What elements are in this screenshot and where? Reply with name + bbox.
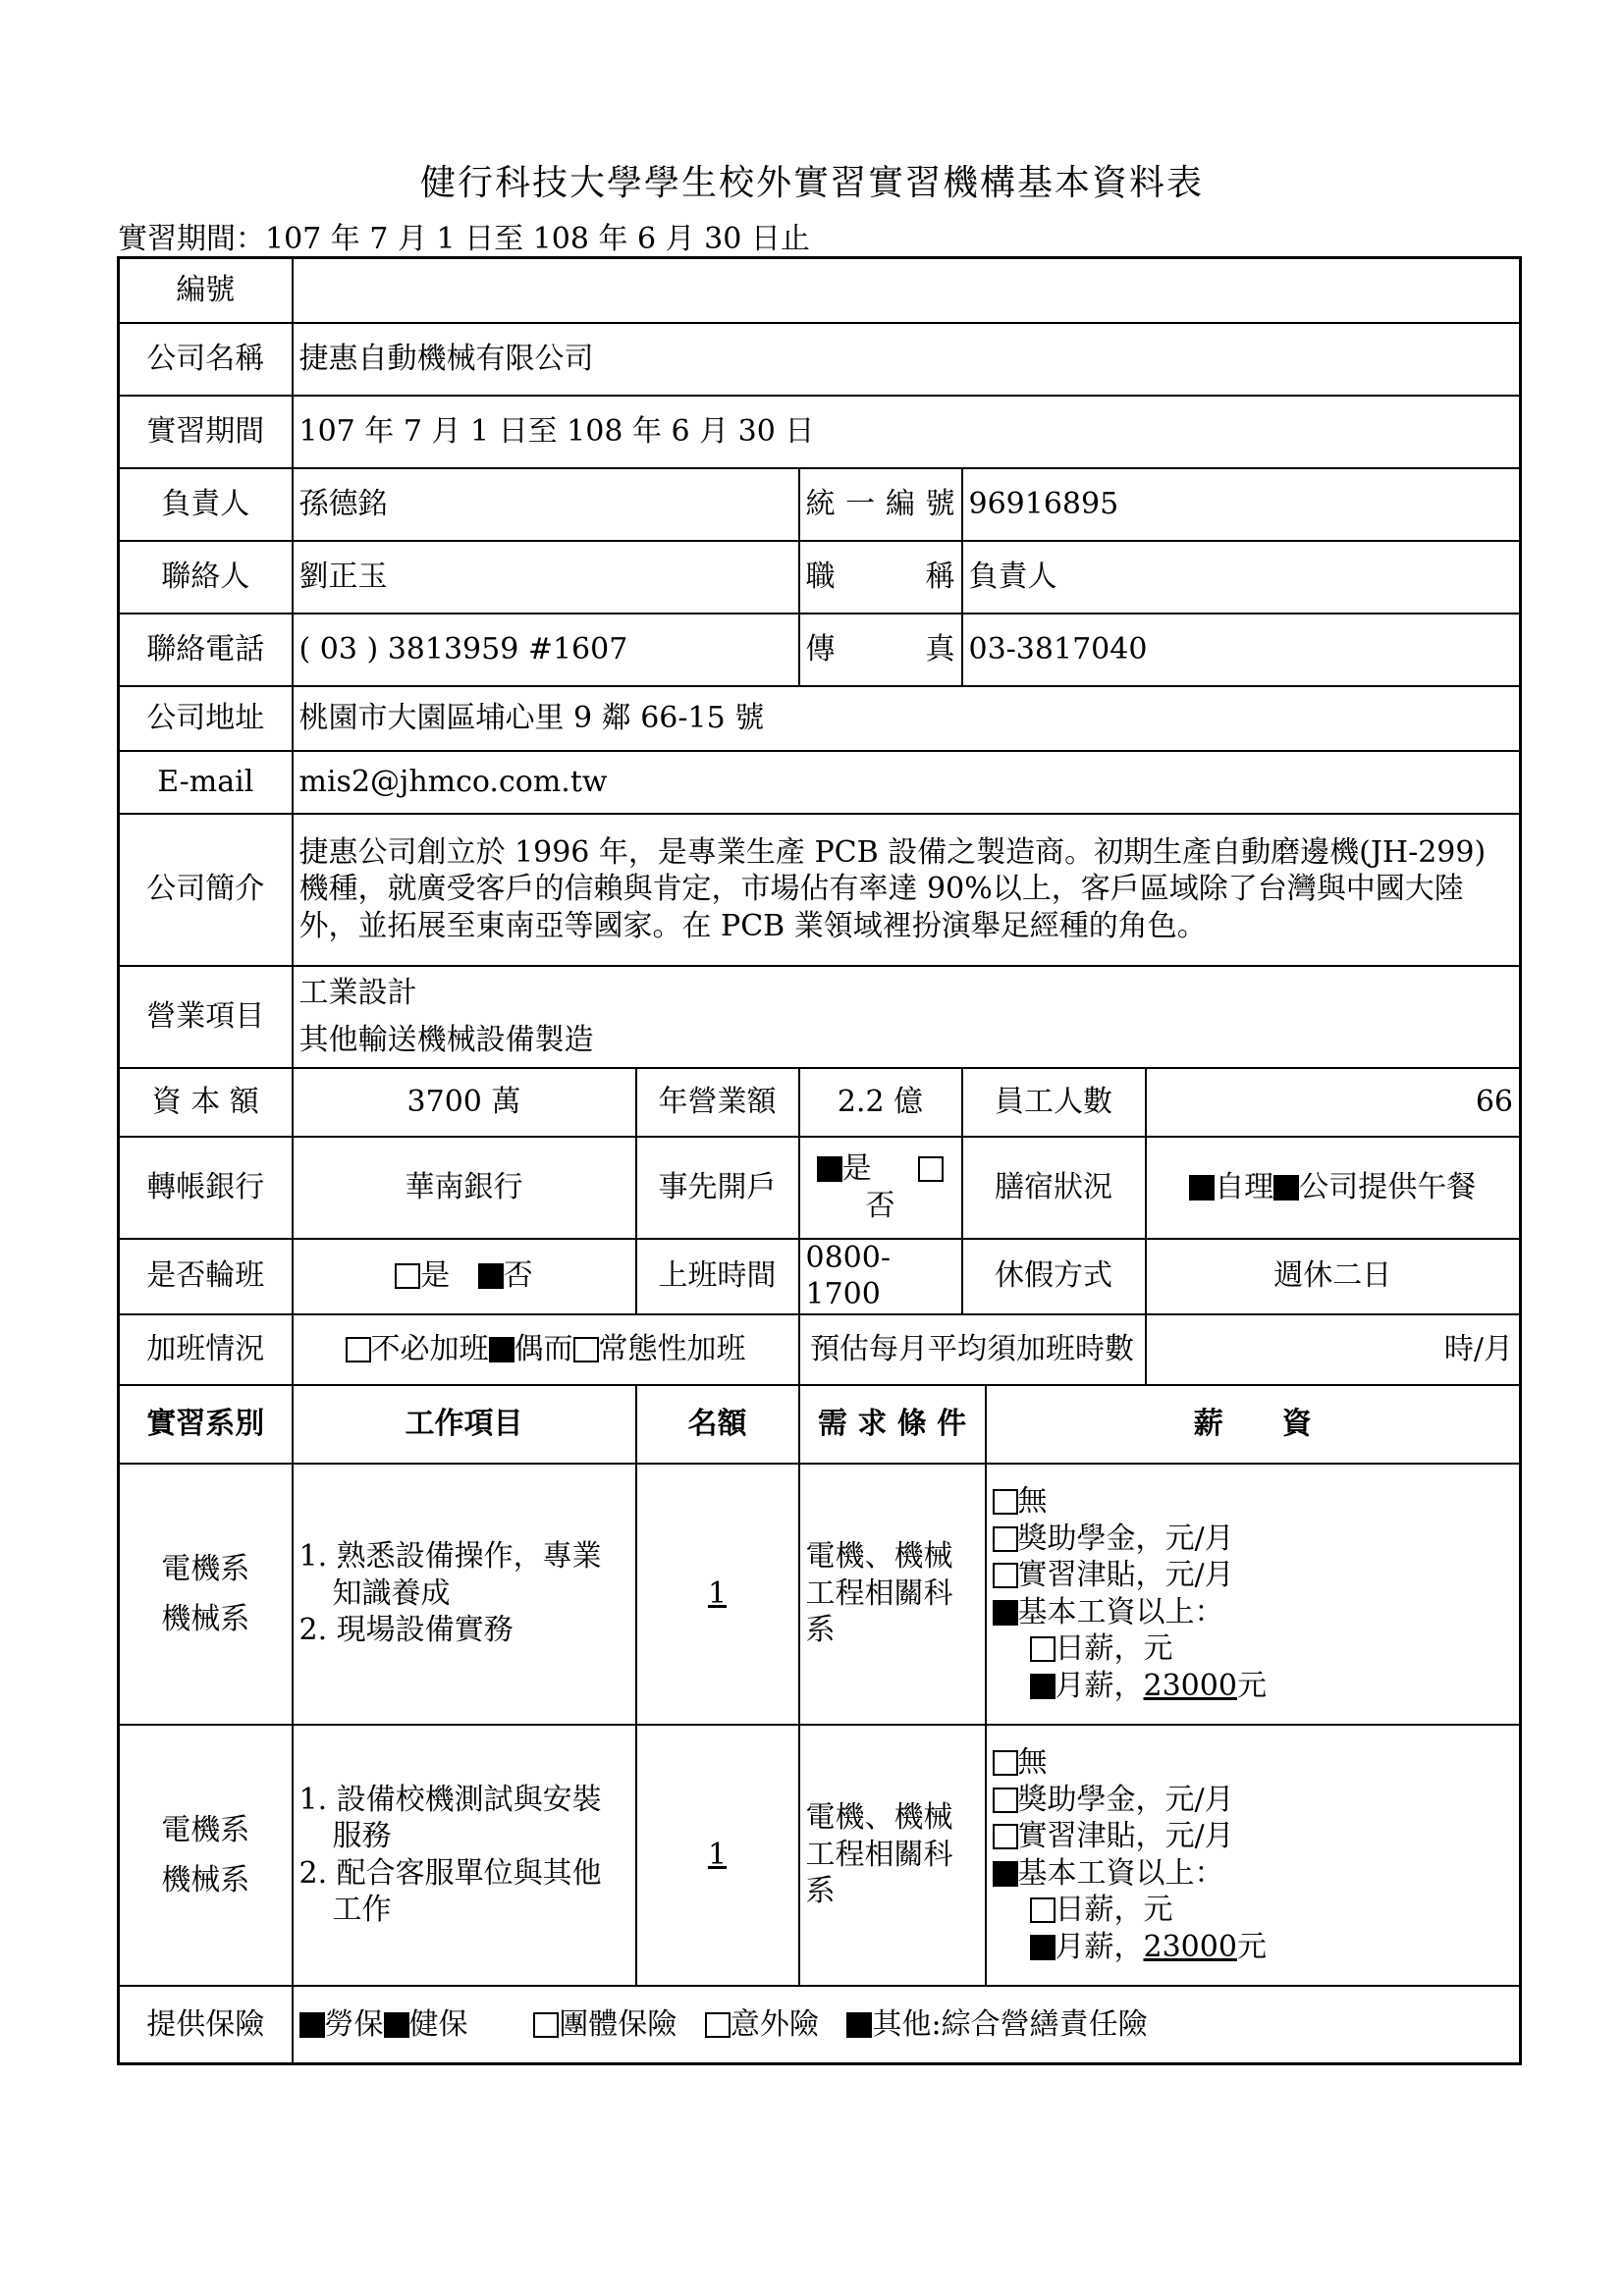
option-label: 常態性加班 bbox=[598, 1331, 746, 1366]
label-business: 營業項目 bbox=[119, 966, 293, 1068]
salary-unit: 元 bbox=[1236, 1668, 1267, 1703]
row-address bbox=[119, 686, 1521, 751]
row-contact bbox=[119, 541, 1521, 614]
salary-unit: 元 bbox=[1236, 1929, 1267, 1964]
option-label: 公司提供午餐 bbox=[1299, 1169, 1477, 1204]
label-revenue: 年營業額 bbox=[636, 1068, 799, 1137]
option-label: 是 bbox=[841, 1151, 872, 1186]
checkbox-checked[interactable] bbox=[846, 2012, 872, 2038]
value-period: 107 年 7 月 1 日至 108 年 6 月 30 日 bbox=[293, 396, 1521, 468]
salary-amount: 23000 bbox=[1143, 1929, 1237, 1964]
row-overtime bbox=[119, 1314, 1521, 1385]
option-label: 其他:綜合營繕責任險 bbox=[872, 2006, 1148, 2042]
label-company-name: 公司名稱 bbox=[119, 323, 293, 396]
option-label: 否 bbox=[503, 1258, 533, 1294]
row-shift bbox=[119, 1239, 1521, 1314]
checkbox-unchecked[interactable] bbox=[573, 1337, 599, 1362]
page-title: 健行科技大學學生校外實習實習機構基本資料表 bbox=[419, 163, 1204, 203]
label-period: 實習期間 bbox=[119, 396, 293, 468]
period-line: 實習期間：107 年 7 月 1 日至 108 年 6 月 30 日止 bbox=[118, 222, 810, 256]
dept-name: 機械系 bbox=[161, 1862, 250, 1897]
value-responsible: 孫德銘 bbox=[293, 468, 799, 541]
checkbox-unchecked[interactable] bbox=[918, 1156, 944, 1182]
checkbox-checked[interactable] bbox=[489, 1337, 514, 1362]
salary-option: 無 bbox=[1017, 1745, 1048, 1780]
label-intro: 公司簡介 bbox=[119, 814, 293, 966]
salary-option: 實習津貼，元/月 bbox=[1017, 1819, 1234, 1853]
header-work: 工作項目 bbox=[293, 1385, 636, 1464]
label-contact: 聯絡人 bbox=[119, 541, 293, 614]
label-job-title: 職 稱 bbox=[799, 541, 962, 614]
row-number bbox=[119, 258, 1521, 323]
header-salary: 薪 資 bbox=[986, 1385, 1521, 1464]
label-insurance: 提供保險 bbox=[119, 1986, 293, 2064]
row-company-name bbox=[119, 323, 1521, 396]
salary-option: 實習津貼，元/月 bbox=[1017, 1558, 1234, 1592]
label-bank: 轉帳銀行 bbox=[119, 1137, 293, 1239]
value-contact: 劉正玉 bbox=[293, 541, 799, 614]
option-label: 意外險 bbox=[730, 2006, 819, 2042]
position-work bbox=[293, 1464, 636, 1725]
position-dept bbox=[119, 1725, 293, 1986]
value-revenue: 2.2 億 bbox=[799, 1068, 962, 1137]
row-period bbox=[119, 396, 1521, 468]
position-quota: 1 bbox=[636, 1464, 799, 1725]
label-board: 膳宿狀況 bbox=[962, 1137, 1146, 1239]
checkbox-checked[interactable] bbox=[817, 1156, 842, 1182]
checkbox-unchecked[interactable] bbox=[993, 1563, 1018, 1588]
label-work-hours: 上班時間 bbox=[636, 1239, 799, 1314]
checkbox-unchecked[interactable] bbox=[993, 1750, 1018, 1776]
value-address: 桃園市大園區埔心里 9 鄰 66-15 號 bbox=[293, 686, 1521, 751]
label-overtime-hours: 預估每月平均須加班時數 bbox=[799, 1314, 1146, 1385]
value-number bbox=[293, 258, 1521, 323]
checkbox-unchecked[interactable] bbox=[395, 1263, 420, 1289]
row-email bbox=[119, 751, 1521, 814]
checkbox-checked[interactable] bbox=[1189, 1175, 1215, 1201]
checkbox-unchecked[interactable] bbox=[1030, 1636, 1056, 1662]
header-requirement: 需 求 條 件 bbox=[799, 1385, 986, 1464]
row-intro bbox=[119, 814, 1521, 966]
checkbox-checked[interactable] bbox=[299, 2012, 325, 2038]
header-dept: 實習系別 bbox=[119, 1385, 293, 1464]
option-label: 團體保險 bbox=[559, 2006, 677, 2042]
position-requirement: 電機、機械工程相關科系 bbox=[799, 1464, 986, 1725]
checkbox-unchecked[interactable] bbox=[346, 1337, 371, 1362]
work-item: 1. 熟悉設備操作，專業知識養成 bbox=[298, 1539, 602, 1611]
checkbox-checked[interactable] bbox=[993, 1600, 1018, 1626]
option-label: 勞保 bbox=[324, 2006, 384, 2042]
row-positions-header bbox=[119, 1385, 1521, 1464]
label-email: E-mail bbox=[119, 751, 293, 814]
option-label: 否 bbox=[865, 1188, 895, 1223]
value-email: mis2@jhmco.com.tw bbox=[293, 751, 1521, 814]
label-phone: 聯絡電話 bbox=[119, 614, 293, 686]
checkbox-unchecked[interactable] bbox=[993, 1824, 1018, 1849]
business-item: 工業設計 bbox=[298, 975, 417, 1010]
position-salary bbox=[986, 1464, 1521, 1725]
salary-option: 月薪， bbox=[1055, 1929, 1144, 1964]
row-insurance bbox=[119, 1986, 1521, 2064]
value-intro: 捷惠公司創立於 1996 年，是專業生產 PCB 設備之製造商。初期生產自動磨邊機(JH-299)機種，就廣受客戶的信賴與肯定，市場佔有率達 90%以上，客戶區域除了台灣與中國大陸外，並拓展至東南亞等國家。在 PCB 業領域裡扮演舉足經種的角色。 bbox=[293, 814, 1521, 966]
salary-option: 基本工資以上： bbox=[1017, 1594, 1224, 1629]
row-responsible bbox=[119, 468, 1521, 541]
label-employees: 員工人數 bbox=[962, 1068, 1146, 1137]
checkbox-unchecked[interactable] bbox=[1030, 1897, 1056, 1923]
salary-option: 日薪，元 bbox=[1055, 1893, 1173, 1927]
dept-name: 機械系 bbox=[161, 1601, 250, 1636]
label-capital: 資 本 額 bbox=[119, 1068, 293, 1137]
checkbox-unchecked[interactable] bbox=[993, 1489, 1018, 1515]
label-number: 編號 bbox=[119, 258, 293, 323]
position-salary bbox=[986, 1725, 1521, 1986]
checkbox-unchecked[interactable] bbox=[993, 1788, 1018, 1813]
position-requirement: 電機、機械工程相關科系 bbox=[799, 1725, 986, 1986]
option-label: 是 bbox=[420, 1258, 451, 1294]
work-item: 2. 現場設備實務 bbox=[298, 1613, 514, 1648]
value-pre-account bbox=[799, 1137, 962, 1239]
row-capital bbox=[119, 1068, 1521, 1137]
value-business bbox=[293, 966, 1521, 1068]
salary-option: 獎助學金，元/月 bbox=[1017, 1782, 1234, 1817]
label-pre-account: 事先開戶 bbox=[636, 1137, 799, 1239]
label-responsible: 負責人 bbox=[119, 468, 293, 541]
dept-name: 電機系 bbox=[161, 1812, 250, 1847]
checkbox-checked[interactable] bbox=[478, 1263, 504, 1289]
header-quota: 名額 bbox=[636, 1385, 799, 1464]
checkbox-checked[interactable] bbox=[1273, 1175, 1299, 1201]
value-bank: 華南銀行 bbox=[293, 1137, 636, 1239]
option-label: 不必加班 bbox=[370, 1331, 489, 1366]
value-overtime bbox=[293, 1314, 799, 1385]
work-item: 2. 配合客服單位與其他工作 bbox=[298, 1855, 602, 1927]
salary-option: 獎助學金，元/月 bbox=[1017, 1521, 1234, 1556]
checkbox-unchecked[interactable] bbox=[705, 2012, 731, 2038]
dept-name: 電機系 bbox=[161, 1551, 250, 1586]
position-dept bbox=[119, 1464, 293, 1725]
checkbox-unchecked[interactable] bbox=[533, 2012, 559, 2038]
value-job-title: 負責人 bbox=[962, 541, 1521, 614]
value-employees: 66 bbox=[1146, 1068, 1521, 1137]
position-row bbox=[119, 1725, 1521, 1986]
checkbox-unchecked[interactable] bbox=[993, 1526, 1018, 1552]
salary-option: 基本工資以上： bbox=[1017, 1855, 1224, 1891]
salary-option: 日薪，元 bbox=[1055, 1631, 1173, 1666]
option-label: 自理 bbox=[1215, 1169, 1274, 1204]
business-item: 其他輸送機械設備製造 bbox=[298, 1022, 594, 1057]
value-holiday: 週休二日 bbox=[1146, 1239, 1521, 1314]
value-insurance bbox=[293, 1986, 1521, 2064]
label-holiday: 休假方式 bbox=[962, 1239, 1146, 1314]
salary-option: 無 bbox=[1017, 1484, 1048, 1519]
row-bank bbox=[119, 1137, 1521, 1239]
checkbox-checked[interactable] bbox=[384, 2012, 409, 2038]
value-shift bbox=[293, 1239, 636, 1314]
value-phone: ( 03 ) 3813959 #1607 bbox=[293, 614, 799, 686]
salary-amount: 23000 bbox=[1143, 1668, 1237, 1703]
checkbox-checked[interactable] bbox=[993, 1861, 1018, 1887]
row-business bbox=[119, 966, 1521, 1068]
label-shift: 是否輪班 bbox=[119, 1239, 293, 1314]
value-tax-id: 96916895 bbox=[962, 468, 1521, 541]
checkbox-checked[interactable] bbox=[1030, 1935, 1056, 1960]
label-tax-id: 統 一 編 號 bbox=[799, 468, 962, 541]
work-item: 1. 設備校機測試與安裝服務 bbox=[298, 1782, 602, 1853]
value-work-hours: 0800-1700 bbox=[799, 1239, 962, 1314]
value-overtime-hours: 時/月 bbox=[1146, 1314, 1521, 1385]
option-label: 健保 bbox=[408, 2006, 468, 2042]
position-quota: 1 bbox=[636, 1725, 799, 1986]
label-overtime: 加班情況 bbox=[119, 1314, 293, 1385]
option-label: 偶而 bbox=[514, 1331, 573, 1366]
position-work bbox=[293, 1725, 636, 1986]
position-row bbox=[119, 1464, 1521, 1725]
label-address: 公司地址 bbox=[119, 686, 293, 751]
checkbox-checked[interactable] bbox=[1030, 1674, 1056, 1699]
row-phone bbox=[119, 614, 1521, 686]
value-fax: 03-3817040 bbox=[962, 614, 1521, 686]
value-company-name: 捷惠自動機械有限公司 bbox=[293, 323, 1521, 396]
value-capital: 3700 萬 bbox=[293, 1068, 636, 1137]
label-fax: 傳 真 bbox=[799, 614, 962, 686]
value-board bbox=[1146, 1137, 1521, 1239]
company-info-table bbox=[117, 256, 1522, 2065]
salary-option: 月薪， bbox=[1055, 1668, 1144, 1703]
